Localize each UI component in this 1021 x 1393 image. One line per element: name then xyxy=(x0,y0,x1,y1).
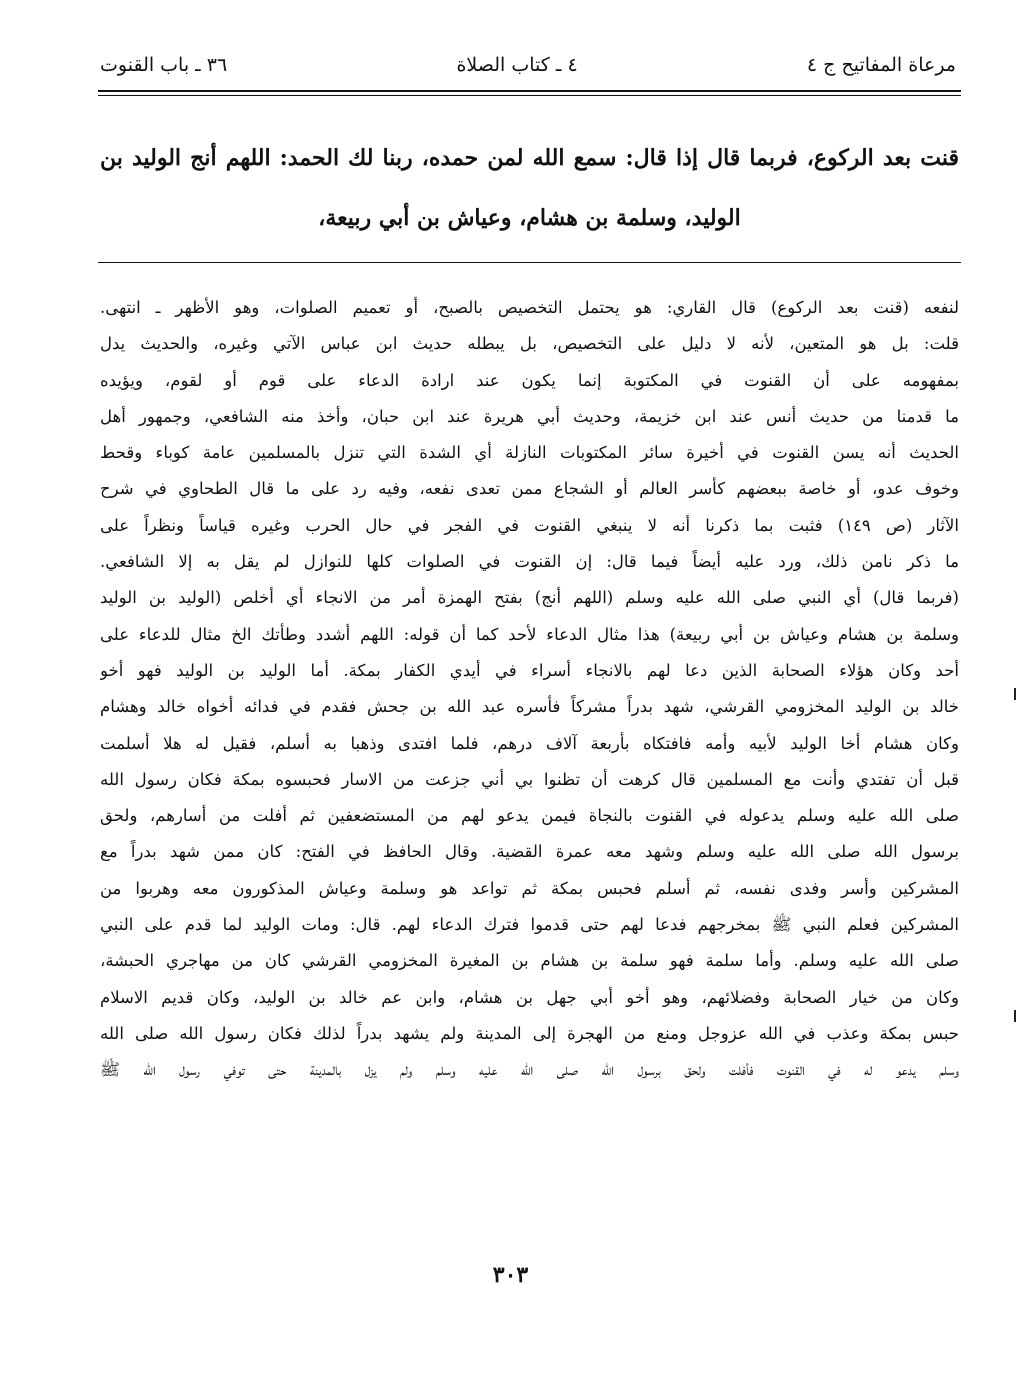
commentary-line: وخوف عدو، أو خاصة ببعضهم كأسر العالم أو الشجاع ممن تعدى نفعه، وفيه رد على ما قال الطحاوي في شرح xyxy=(100,479,959,499)
commentary-line: وكان من خيار الصحابة وفضلائهم، وهو أخو أبي جهل بن هشام، وابن عم خالد بن الوليد، وكان قديم الاسلام xyxy=(100,987,959,1007)
section-divider xyxy=(98,262,961,263)
commentary-line: قبل أن تفتدي وأنت مع المسلمين قال كرهت أن تظنوا بي أني جزعت من الاسار فحبسوه بمكة فكان رسول الله xyxy=(100,769,959,789)
header-rule-thick xyxy=(98,90,961,92)
commentary-line: المشركين وأسر وفدى نفسه، ثم أسلم فحبس بمكة ثم تواعد هو وسلمة وعياش المذكورون معه وهربوا من xyxy=(100,878,959,898)
commentary-line: أحد وكان هؤلاء الصحابة الذين دعا لهم بالانجاء أسراء في أيدي الكفار بمكة. أما الوليد بن الوليد فهو أخو xyxy=(100,660,959,680)
commentary-body xyxy=(100,290,959,1089)
commentary-line: الآثار (ص ١٤٩) فثبت بما ذكرنا أنه لا ينبغي القنوت في الفجر في حال الحرب وغيره قياساً ونظراً على xyxy=(100,515,959,535)
page-number: ٣٠٣ xyxy=(492,1262,529,1288)
commentary-line: قلت: بل هو المتعين، لأنه لا دليل على التخصيص، بل يبطله حديث ابن عباس الآتي وغيره، والحديث يدل xyxy=(100,334,959,354)
commentary-line: ما ذكر نامن ذلك، ورد عليه أيضاً فيما قال: إن القنوت في الصلوات كلها للنوازل لم يقل به إلا الشافعي. xyxy=(100,552,959,572)
commentary-line: وسلم يدعو له في القنوت فأفلت ولحق برسول الله صلى الله عليه وسلم ولم يزل بالمدينة حتى توفي رسول الله ﷺ xyxy=(100,1060,959,1080)
page-header xyxy=(100,48,956,82)
margin-mark xyxy=(1014,688,1016,700)
commentary-line: صلى الله عليه وسلم يدعوله في القنوت بالنجاة فيمن يدعو لهم من المستضعفين ثم أفلت من أسارهم، ولحق xyxy=(100,806,959,826)
commentary-line: (فربما قال) أي النبي صلى الله عليه وسلم (اللهم أنج) بفتح الهمزة أمر من الانجاء أي أخلص (الوليد بن الوليد xyxy=(100,588,959,608)
header-rule-thin xyxy=(98,95,961,96)
book-title: مرعاة المفاتيح ج ٤ xyxy=(806,54,956,76)
commentary-line: صلى الله عليه وسلم. وأما سلمة فهو سلمة بن هشام بن المغيرة المخزومي القرشي كان من مهاجري الحبشة، xyxy=(100,951,959,971)
commentary-line: وكان هشام أخا الوليد لأبيه وأمه فافتكاه بأربعة آلاف درهم، فلما افتدى وذهبا به أسلم، فقيل له هلا أسلمت xyxy=(100,733,959,753)
commentary-line: بمفهومه على أن القنوت في المكتوبة إنما يكون عند ارادة الدعاء على قوم أو لقوم، ويؤيده xyxy=(100,370,959,390)
commentary-line: المشركين فعلم النبي ﷺ بمخرجهم فدعا لهم حتى قدموا فترك الدعاء لهم. قال: ومات الوليد لما قدم على النبي xyxy=(100,915,959,935)
commentary-line: ما قدمنا من حديث أنس عند ابن خزيمة، وحديث أبي هريرة عند ابن حبان، وأخذ منه الشافعي، وجمهور أهل xyxy=(100,406,959,426)
commentary-line: حبس بمكة وعذب في الله عزوجل ومنع من الهجرة إلى المدينة ولم يشهد بدراً لذلك فكان رسول الله صلى الله xyxy=(100,1023,959,1043)
hadith-text: قنت بعد الركوع، فربما قال إذا قال: سمع الله لمن حمده، ربنا لك الحمد: اللهم أنج الوليد بن الوليد، وسلمة بن هشام، وعياش بن أبي ربيعة، xyxy=(100,145,959,231)
commentary-line: برسول الله صلى الله عليه وسلم وشهد معه عمرة القضية. وقال الحافظ في الفتح: كان ممن شهد بدراً مع xyxy=(100,842,959,862)
commentary-line: لنفعه (قنت بعد الركوع) قال القاري: هو يحتمل التخصيص بالصبح، أو تعميم الصلوات، وهو الأظهر ـ انتهى. xyxy=(100,298,959,317)
chapter-title: ٣٦ ـ باب القنوت xyxy=(100,54,228,76)
commentary-line: خالد بن الوليد المخزومي القرشي، شهد بدراً مشركاً فأسره عبد الله بن جحش فقدم في فدائه أخواه خالد وهشام xyxy=(100,697,959,717)
commentary-line: الحديث أنه يسن القنوت في أخيرة سائر المكتوبات النازلة أي الشدة التي تنزل بالمسلمين عامة كوباء وقحط xyxy=(100,443,959,463)
margin-mark xyxy=(1014,1010,1016,1022)
section-title: ٤ ـ كتاب الصلاة xyxy=(456,54,578,76)
commentary-line: وسلمة بن هشام وعياش بن أبي ربيعة) هذا مثال الدعاء لأحد كما أن قوله: اللهم أشدد وطأتك الخ مثال للدعاء على xyxy=(100,624,959,644)
